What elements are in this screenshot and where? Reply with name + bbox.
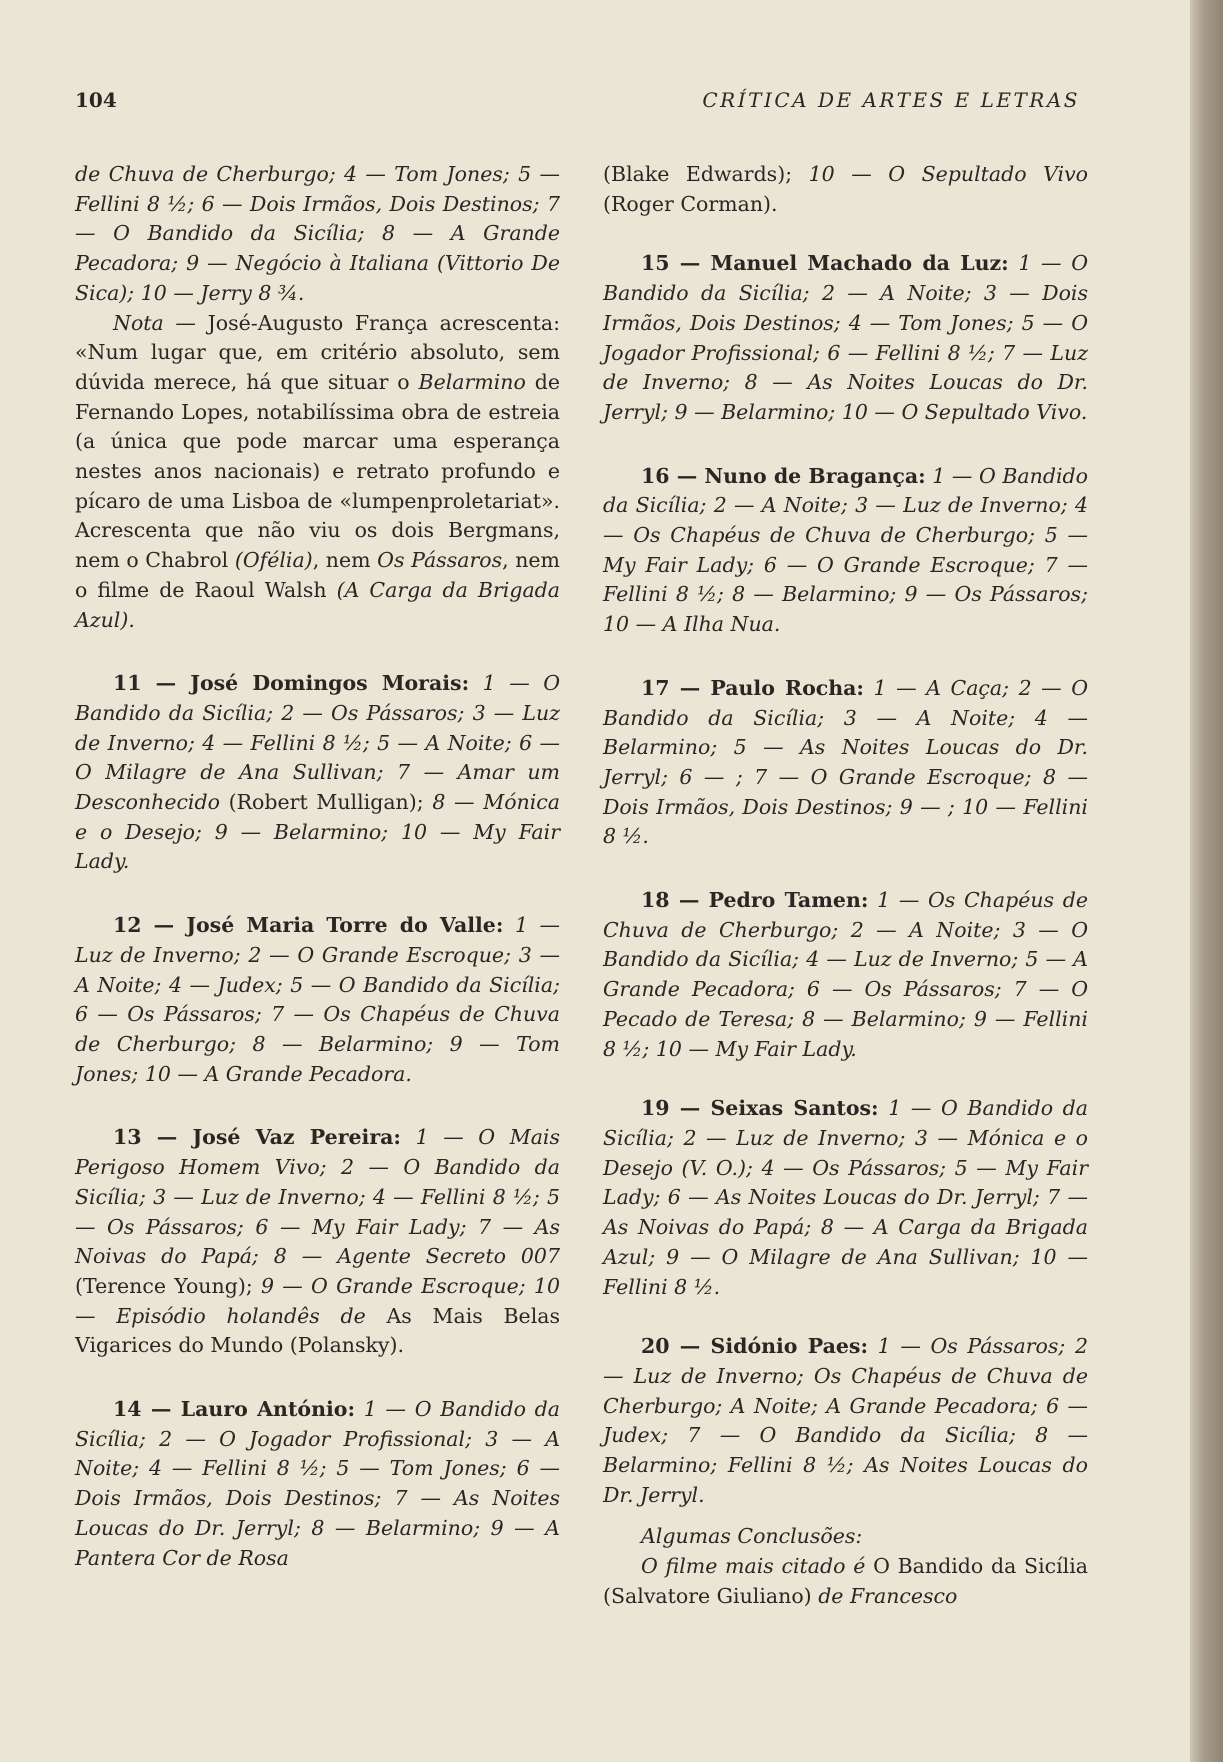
entry-13 xyxy=(75,1123,560,1361)
entry-20-list: 1 — Os Pássaros; 2 — Luz de Inverno; Os Chapéus de Chuva de Cherburgo; A Noite; A Grande Pecadora; 6 — Judex; 7 — O Bandido da Sicília; 8 — Belarmino; Fellini 8 ½; As Noites Loucas do Dr. Jerryl. xyxy=(603,1334,1088,1507)
nota-body-2: de Fernando Lopes, notabilíssima obra de estreia (a única que pode marcar uma esperança nestes anos nacionais) e retrato profundo e pícaro de uma Lisboa de «lumpenproletariat». Acrescenta que não viu os dois Bergmans, nem o Chabrol xyxy=(75,369,560,573)
entry-12-name: 12 — José Maria Torre do Valle: xyxy=(113,913,504,938)
entry-18 xyxy=(603,886,1088,1064)
entry-13-name: 13 — José Vaz Pereira: xyxy=(113,1125,401,1150)
entry-14-name: 14 — Lauro António: xyxy=(113,1397,356,1422)
nota-film-ofelia: (Ofélia) xyxy=(234,548,313,573)
paragraph-nota xyxy=(75,309,560,636)
entry-11 xyxy=(75,669,560,877)
entry-15-name: 15 — Manuel Machado da Luz: xyxy=(641,251,1009,276)
entry-14-continuation xyxy=(603,160,1088,219)
entry-17 xyxy=(603,674,1088,852)
entry-13-roman: As Mais Belas Vigarices do Mundo (Polansky). xyxy=(75,1303,560,1358)
nota-film-carga: (A Carga da Brigada Azul). xyxy=(75,577,561,632)
page-header xyxy=(75,88,1080,118)
right-column xyxy=(603,160,1088,1612)
nota-body-3: , nem xyxy=(312,548,378,573)
nota-film-passaros: Os Pássaros xyxy=(377,548,503,573)
running-title: CRÍTICA DE ARTES E LETRAS xyxy=(702,88,1080,112)
entry-18-name: 18 — Pedro Tamen: xyxy=(641,888,869,913)
entry-11-director: (Robert Mulligan); xyxy=(219,790,433,815)
nota-body-4: , nem o filme de Raoul Walsh xyxy=(75,548,560,602)
left-column xyxy=(75,160,560,1573)
nota-label: Nota xyxy=(113,310,164,335)
entry-17-list: 1 — A Caça; 2 — O Bandido da Sicília; 3 — A Noite; 4 — Belarmino; 5 — As Noites Loucas do Dr. Jerryl; 6 — ; 7 — O Grande Escroque; 8 — Dois Irmãos, Dois Destinos; 9 — ; 10 — Fellini 8 ½. xyxy=(603,675,1088,849)
entry-18-list: 1 — Os Chapéus de Chuva de Cherburgo; 2 — A Noite; 3 — O Bandido da Sicília; 4 — Luz de Inverno; 5 — A Grande Pecadora; 6 — Os Pássaros; 7 — O Pecado de Teresa; 8 — Belarmino; 9 — Fellini 8 ½; 10 — My Fair Lady. xyxy=(603,888,1089,1061)
entry-12 xyxy=(75,911,560,1089)
entry-17-name: 17 — Paulo Rocha: xyxy=(641,675,864,700)
paragraph-continuation: de Chuva de Cherburgo; 4 — Tom Jones; 5 — Fellini 8 ½; 6 — Dois Irmãos, Dois Destinos; 7 — O Bandido da Sicília; 8 — A Grande Pecadora; 9 — Negócio à Italiana (Vittorio De Sica); 10 — Jerry 8 ¾. xyxy=(75,162,560,305)
entry-16 xyxy=(603,462,1088,640)
entry-15-list: 1 — O Bandido da Sicília; 2 — A Noite; 3 — Dois Irmãos, Dois Destinos; 4 — Tom Jones; 5 — O Jogador Profissional; 6 — Fellini 8 ½; 7 — Luz de Inverno; 8 — As Noites Loucas do Dr. Jerryl; 9 — Belarmino; 10 — O Sepultado Vivo. xyxy=(603,251,1088,424)
conclusions-heading: Algumas Conclusões: xyxy=(641,1524,863,1549)
conclusions-text-2: de Francesco xyxy=(818,1583,958,1608)
entry-16-list: 1 — O Bandido da Sicília; 2 — A Noite; 3 — Luz de Inverno; 4 — Os Chapéus de Chuva de Cherburgo; 5 — My Fair Lady; 6 — O Grande Escroque; 7 — Fellini 8 ½; 8 — Belarmino; 9 — Os Pássaros; 10 — A Ilha Nua. xyxy=(603,463,1088,637)
conclusions-text: O filme mais citado é xyxy=(641,1554,866,1579)
entry-20-name: 20 — Sidónio Paes: xyxy=(641,1334,869,1359)
entry-12-list: 1 — Luz de Inverno; 2 — O Grande Escroque; 3 — A Noite; 4 — Judex; 5 — O Bandido da Sicília; 6 — Os Pássaros; 7 — Os Chapéus de Chuva de Cherburgo; 8 — Belarmino; 9 — Tom Jones; 10 — A Grande Pecadora. xyxy=(75,913,561,1086)
page-number: 104 xyxy=(75,88,117,112)
nota-body: — José-Augusto França acrescenta: «Num lugar que, em critério absoluto, sem dúvida merece, há que situar o xyxy=(75,310,560,394)
conclusions-film: O Bandido da Sicília (Salvatore Giuliano) xyxy=(603,1554,1088,1608)
conclusions-paragraph xyxy=(603,1552,1088,1611)
entry-14-list: 1 — O Bandido da Sicília; 2 — O Jogador Profissional; 3 — A Noite; 4 — Fellini 8 ½; 5 — Tom Jones; 6 — Dois Irmãos, Dois Destinos; 7 — As Noites Loucas do Dr. Jerryl; 8 — Belarmino; 9 — A Pantera Cor de Rosa xyxy=(75,1397,560,1570)
cont-director: (Blake Edwards); xyxy=(603,162,809,186)
entry-11-name: 11 — José Domingos Morais: xyxy=(113,671,470,696)
page-edge-shadow xyxy=(1190,0,1223,1762)
nota-film-belarmino: Belarmino xyxy=(418,369,526,394)
entry-19-name: 19 — Seixas Santos: xyxy=(641,1096,879,1121)
entry-11-list: 1 — O Bandido da Sicília; 2 — Os Pássaros; 3 — Luz de Inverno; 4 — Fellini 8 ½; 5 — A Noite; 6 — O Milagre de Ana Sullivan; 7 — Amar um Desconhecido xyxy=(75,671,560,815)
entry-13-list-end: 9 — O Grande Escroque; 10 — Episódio holandês de xyxy=(75,1273,560,1328)
entry-19-list: 1 — O Bandido da Sicília; 2 — Luz de Inverno; 3 — Mónica e o Desejo (V. O.); 4 — Os Pássaros; 5 — My Fair Lady; 6 — As Noites Loucas do Dr. Jerryl; 7 — As Noivas do Papá; 8 — A Carga da Brigada Azul; 9 — O Milagre de Ana Sullivan; 10 — Fellini 8 ½. xyxy=(603,1096,1088,1299)
entry-15 xyxy=(603,249,1088,427)
cont-director-2: (Roger Corman). xyxy=(603,191,778,216)
entry-16-name: 16 — Nuno de Bragança: xyxy=(641,463,926,488)
entry-11-list-end: 8 — Mónica e o Desejo; 9 — Belarmino; 10 — My Fair Lady. xyxy=(75,790,560,874)
cont-list: 10 — O Sepultado Vivo xyxy=(808,162,1088,186)
entry-20 xyxy=(603,1332,1088,1510)
entry-14 xyxy=(75,1395,560,1573)
entry-13-list: 1 — O Mais Perigoso Homem Vivo; 2 — O Bandido da Sicília; 3 — Luz de Inverno; 4 — Fellini 8 ½; 5 — Os Pássaros; 6 — My Fair Lady; 7 — As Noivas do Papá; 8 — Agente Secreto 007 xyxy=(75,1125,560,1269)
entry-13-director: (Terence Young); xyxy=(75,1273,261,1298)
entry-19 xyxy=(603,1094,1088,1302)
